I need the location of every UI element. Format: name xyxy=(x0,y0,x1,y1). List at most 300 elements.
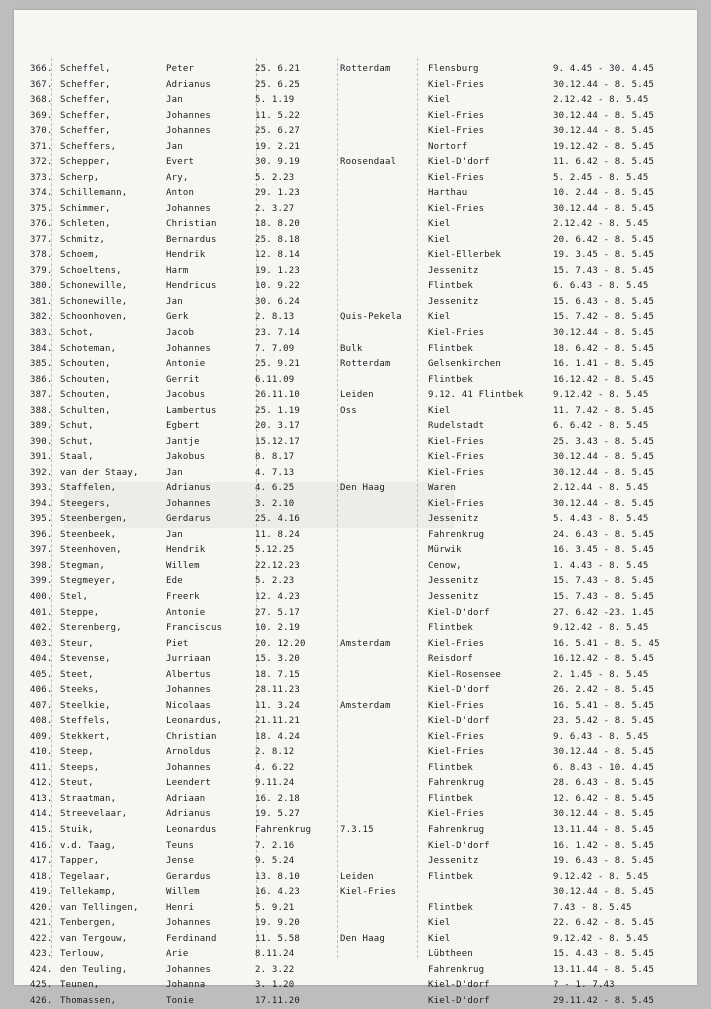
birth-date-cell: 5. 2.23 xyxy=(255,172,295,183)
period-cell: 22. 6.42 - 8. 5.45 xyxy=(553,918,655,929)
given-name-cell: Jan xyxy=(166,141,183,152)
surname-cell: Tapper, xyxy=(60,856,100,867)
period-cell: 16.12.42 - 8. 5.45 xyxy=(553,374,655,385)
surname-cell: Schimmer, xyxy=(60,203,111,214)
hometown-cell: Den Haag xyxy=(340,933,385,944)
row-number: 379. xyxy=(30,265,53,276)
given-name-cell: Gerardus xyxy=(166,871,211,882)
period-cell: 19. 3.45 - 8. 5.45 xyxy=(553,250,655,261)
table-row xyxy=(14,357,697,372)
surname-cell: Straatman, xyxy=(60,793,117,804)
birth-date-cell: 19. 2.21 xyxy=(255,141,300,152)
row-number: 420. xyxy=(30,902,53,913)
given-name-cell: Hendrik xyxy=(166,250,206,261)
surname-cell: Scheffel, xyxy=(60,64,111,74)
surname-cell: Schulten, xyxy=(60,405,111,416)
row-number: 366. xyxy=(30,64,53,74)
row-number: 418. xyxy=(30,871,53,882)
surname-cell: Schonewille, xyxy=(60,296,128,307)
table-row xyxy=(14,217,697,232)
surname-cell: Steur, xyxy=(60,638,94,649)
period-cell: 11. 6.42 - 8. 5.45 xyxy=(553,157,655,168)
row-number: 417. xyxy=(30,856,53,867)
camp-cell: Kiel-D'dorf xyxy=(428,685,490,696)
table-row xyxy=(14,559,697,574)
row-number: 383. xyxy=(30,328,53,338)
given-name-cell: Hendrik xyxy=(166,545,206,556)
surname-cell: Schleten, xyxy=(60,219,111,230)
period-cell: 15. 7.43 - 8. 5.45 xyxy=(553,576,655,587)
row-number: 411. xyxy=(30,762,53,773)
period-cell: 19.12.42 - 8. 5.45 xyxy=(553,141,655,152)
table-row xyxy=(14,776,697,791)
camp-cell: Kiel xyxy=(428,219,451,230)
camp-cell: Flintbek xyxy=(428,793,473,804)
surname-cell: Scheffer, xyxy=(60,110,111,121)
birth-date-cell: 30. 9.19 xyxy=(255,157,300,168)
surname-cell: Schoem, xyxy=(60,250,100,261)
surname-cell: Schut, xyxy=(60,421,94,432)
surname-cell: Sterenberg, xyxy=(60,623,122,634)
row-number: 421. xyxy=(30,918,53,929)
given-name-cell: Adrianus xyxy=(166,79,211,90)
row-number: 375. xyxy=(30,203,53,214)
camp-cell: Kiel-Fries xyxy=(428,467,485,478)
given-name-cell: Gerdarus xyxy=(166,514,211,525)
table-row xyxy=(14,295,697,310)
table-row xyxy=(14,373,697,388)
row-number: 368. xyxy=(30,95,53,106)
camp-cell: Fahrenkrug xyxy=(428,778,485,789)
surname-cell: Streevelaar, xyxy=(60,809,128,820)
birth-date-cell: 25. 1.19 xyxy=(255,405,300,416)
table-row xyxy=(14,342,697,357)
given-name-cell: Jan xyxy=(166,296,183,307)
row-number: 413. xyxy=(30,793,53,804)
camp-cell: Rudelstadt xyxy=(428,421,485,432)
birth-date-cell: 5. 1.19 xyxy=(255,95,295,106)
camp-cell: Kiel-Fries xyxy=(428,498,485,509)
row-number: 409. xyxy=(30,731,53,742)
row-number: 410. xyxy=(30,747,53,758)
given-name-cell: Gerk xyxy=(166,312,189,323)
birth-date-cell: 27. 5.17 xyxy=(255,607,300,618)
period-cell: 28. 6.43 - 8. 5.45 xyxy=(553,778,655,789)
camp-cell: Jessenitz xyxy=(428,856,479,867)
row-number: 390. xyxy=(30,436,53,447)
birth-date-cell: 19. 9.20 xyxy=(255,918,300,929)
birth-date-cell: 22.12.23 xyxy=(255,560,300,571)
table-row xyxy=(14,109,697,124)
table-row xyxy=(14,683,697,698)
surname-cell: Schouten, xyxy=(60,359,111,370)
row-number: 396. xyxy=(30,529,53,540)
camp-cell: 9.12. 41 Flintbek xyxy=(428,390,524,401)
birth-date-cell: 4. 7.13 xyxy=(255,467,295,478)
surname-cell: Steelkie, xyxy=(60,700,111,711)
table-row xyxy=(14,202,697,217)
birth-date-cell: 5. 2.23 xyxy=(255,576,295,587)
camp-cell: Kiel-D'dorf xyxy=(428,980,490,991)
given-name-cell: Johannes xyxy=(166,203,211,214)
birth-date-cell: 28.11.23 xyxy=(255,685,300,696)
table-row xyxy=(14,807,697,822)
period-cell: 2. 1.45 - 8. 5.45 xyxy=(553,669,649,680)
birth-date-cell: 26.11.10 xyxy=(255,390,300,401)
period-cell: ? - 1. 7.43 xyxy=(553,980,615,991)
camp-cell: Flintbek xyxy=(428,343,473,354)
birth-date-cell: 2. 8.13 xyxy=(255,312,295,323)
surname-cell: Steppe, xyxy=(60,607,100,618)
birth-date-cell: 25. 8.18 xyxy=(255,234,300,245)
camp-cell: Gelsenkirchen xyxy=(428,359,502,370)
row-number: 399. xyxy=(30,576,53,587)
table-row xyxy=(14,714,697,729)
camp-cell: Kiel-Fries xyxy=(428,79,485,90)
birth-date-cell: 25. 4.16 xyxy=(255,514,300,525)
camp-cell: Kiel-D'dorf xyxy=(428,607,490,618)
period-cell: 10. 2.44 - 8. 5.45 xyxy=(553,188,655,199)
given-name-cell: Antonie xyxy=(166,607,206,618)
table-row xyxy=(14,606,697,621)
given-name-cell: Adrianus xyxy=(166,809,211,820)
camp-cell: Kiel-Fries xyxy=(428,452,485,463)
period-cell: 30.12.44 - 8. 5.45 xyxy=(553,452,655,463)
given-name-cell: Johannes xyxy=(166,498,211,509)
period-cell: 16. 5.41 - 8. 5.45 xyxy=(553,700,655,711)
given-name-cell: Nicolaas xyxy=(166,700,211,711)
birth-date-cell: 2. 3.22 xyxy=(255,964,295,975)
given-name-cell: Jan xyxy=(166,529,183,540)
row-number: 392. xyxy=(30,467,53,478)
surname-cell: Stel, xyxy=(60,592,89,603)
birth-date-cell: 21.11.21 xyxy=(255,716,300,727)
table-row xyxy=(14,388,697,403)
row-number: 419. xyxy=(30,887,53,898)
given-name-cell: Tonie xyxy=(166,995,195,1006)
birth-date-cell: 25. 9.21 xyxy=(255,359,300,370)
row-number: 405. xyxy=(30,669,53,680)
row-number: 401. xyxy=(30,607,53,618)
row-number: 398. xyxy=(30,560,53,571)
given-name-cell: Gerrit xyxy=(166,374,200,385)
given-name-cell: Harm xyxy=(166,265,189,276)
surname-cell: Terlouw, xyxy=(60,949,105,960)
surname-cell: Stegmeyer, xyxy=(60,576,117,587)
hometown-cell: Roosendaal xyxy=(340,157,397,168)
surname-cell: Schoeltens, xyxy=(60,265,122,276)
row-number: 384. xyxy=(30,343,53,354)
camp-cell: Kiel xyxy=(428,405,451,416)
period-cell: 15. 4.43 - 8. 5.45 xyxy=(553,949,655,960)
camp-cell: Kiel-Fries xyxy=(428,328,485,338)
surname-cell: Steenhoven, xyxy=(60,545,122,556)
surname-cell: Scheffer, xyxy=(60,95,111,106)
camp-cell: Kiel-Fries xyxy=(428,172,485,183)
camp-cell: Fahrenkrug xyxy=(428,529,485,540)
period-cell: 30.12.44 - 8. 5.45 xyxy=(553,328,655,338)
given-name-cell: Henri xyxy=(166,902,195,913)
period-cell: 30.12.44 - 8. 5.45 xyxy=(553,887,655,898)
hometown-cell: Rotterdam xyxy=(340,359,391,370)
surname-cell: van Tellingen, xyxy=(60,902,139,913)
row-number: 394. xyxy=(30,498,53,509)
surname-cell: Stegman, xyxy=(60,560,105,571)
birth-date-cell: 15.12.17 xyxy=(255,436,300,447)
given-name-cell: Bernardus xyxy=(166,234,217,245)
period-cell: 5. 4.43 - 8. 5.45 xyxy=(553,514,649,525)
period-cell: 7.43 - 8. 5.45 xyxy=(553,902,632,913)
period-cell: 2.12.42 - 8. 5.45 xyxy=(553,95,649,106)
table-row xyxy=(14,528,697,543)
row-number: 370. xyxy=(30,126,53,137)
camp-cell: Flintbek xyxy=(428,281,473,292)
table-row xyxy=(14,62,697,77)
birth-date-cell: 18. 8.20 xyxy=(255,219,300,230)
birth-date-cell: 15. 3.20 xyxy=(255,654,300,665)
camp-cell: Fahrenkrug xyxy=(428,824,485,835)
row-number: 378. xyxy=(30,250,53,261)
camp-cell: Fahrenkrug xyxy=(428,964,485,975)
table-row xyxy=(14,854,697,869)
given-name-cell: Ary, xyxy=(166,172,189,183)
surname-cell: Steenbergen, xyxy=(60,514,128,525)
table-row xyxy=(14,574,697,589)
surname-cell: Steeks, xyxy=(60,685,100,696)
given-name-cell: Piet xyxy=(166,638,189,649)
row-number: 424. xyxy=(30,964,53,975)
camp-cell: Cenow, xyxy=(428,560,462,571)
birth-date-cell: 11. 5.58 xyxy=(255,933,300,944)
table-row xyxy=(14,901,697,916)
row-number: 414. xyxy=(30,809,53,820)
given-name-cell: Jense xyxy=(166,856,195,867)
row-number: 404. xyxy=(30,654,53,665)
camp-cell: Kiel xyxy=(428,234,451,245)
birth-date-cell: 7. 2.16 xyxy=(255,840,295,851)
birth-date-cell: 18. 4.24 xyxy=(255,731,300,742)
surname-cell: Steeps, xyxy=(60,762,100,773)
birth-date-cell: 2. 8.12 xyxy=(255,747,295,758)
surname-cell: Steep, xyxy=(60,747,94,758)
birth-date-cell: 25. 6.25 xyxy=(255,79,300,90)
camp-cell: Kiel-Rosensee xyxy=(428,669,502,680)
period-cell: 16. 3.45 - 8. 5.45 xyxy=(553,545,655,556)
birth-date-cell: 10. 9.22 xyxy=(255,281,300,292)
camp-cell: Kiel-Fries xyxy=(428,700,485,711)
period-cell: 6. 6.42 - 8. 5.45 xyxy=(553,421,649,432)
row-number: 391. xyxy=(30,452,53,463)
hometown-cell: Bulk xyxy=(340,343,363,354)
birth-date-cell: 11. 3.24 xyxy=(255,700,300,711)
birth-date-cell: 12. 8.14 xyxy=(255,250,300,261)
period-cell: 16. 5.41 - 8. 5. 45 xyxy=(553,638,660,649)
period-cell: 6. 6.43 - 8. 5.45 xyxy=(553,281,649,292)
row-number: 374. xyxy=(30,188,53,199)
table-row xyxy=(14,310,697,325)
table-row xyxy=(14,78,697,93)
table-row xyxy=(14,668,697,683)
row-number: 385. xyxy=(30,359,53,370)
given-name-cell: Jacob xyxy=(166,328,195,338)
given-name-cell: Johannes xyxy=(166,126,211,137)
surname-cell: Steffels, xyxy=(60,716,111,727)
table-row xyxy=(14,140,697,155)
given-name-cell: Antonie xyxy=(166,359,206,370)
table-row xyxy=(14,792,697,807)
camp-cell: Kiel-D'dorf xyxy=(428,995,490,1006)
period-cell: 30.12.44 - 8. 5.45 xyxy=(553,203,655,214)
camp-cell: Jessenitz xyxy=(428,576,479,587)
camp-cell: Kiel-Fries xyxy=(428,747,485,758)
document-page xyxy=(14,10,697,1006)
camp-cell: Kiel-Fries xyxy=(428,731,485,742)
surname-cell: Schut, xyxy=(60,436,94,447)
period-cell: 30.12.44 - 8. 5.45 xyxy=(553,110,655,121)
row-number: 402. xyxy=(30,623,53,634)
row-number: 406. xyxy=(30,685,53,696)
row-number: 416. xyxy=(30,840,53,851)
given-name-cell: Jacobus xyxy=(166,390,206,401)
camp-cell: Jessenitz xyxy=(428,514,479,525)
period-cell: 15. 7.42 - 8. 5.45 xyxy=(553,312,655,323)
surname-cell: Stekkert, xyxy=(60,731,111,742)
table-row xyxy=(14,248,697,263)
row-number: 387. xyxy=(30,390,53,401)
row-number: 407. xyxy=(30,700,53,711)
table-row xyxy=(14,326,697,341)
given-name-cell: Arnoldus xyxy=(166,747,211,758)
table-row xyxy=(14,730,697,745)
camp-cell: Kiel-Fries xyxy=(428,203,485,214)
birth-date-cell: 25. 6.21 xyxy=(255,64,300,74)
surname-cell: Scheffer, xyxy=(60,79,111,90)
camp-cell: Lübtheen xyxy=(428,949,473,960)
surname-cell: Thomassen, xyxy=(60,995,117,1006)
row-number: 389. xyxy=(30,421,53,432)
given-name-cell: Adrianus xyxy=(166,483,211,494)
period-cell: 6. 8.43 - 10. 4.45 xyxy=(553,762,655,773)
given-name-cell: Jan xyxy=(166,467,183,478)
given-name-cell: Teuns xyxy=(166,840,195,851)
given-name-cell: Christian xyxy=(166,731,217,742)
surname-cell: Stuik, xyxy=(60,824,94,835)
row-number: 373. xyxy=(30,172,53,183)
given-name-cell: Willem xyxy=(166,887,200,898)
row-number: 412. xyxy=(30,778,53,789)
surname-cell: Schot, xyxy=(60,328,94,338)
birth-date-cell: 10. 2.19 xyxy=(255,623,300,634)
period-cell: 9.12.42 - 8. 5.45 xyxy=(553,871,649,882)
hometown-cell: Den Haag xyxy=(340,483,385,494)
row-number: 425. xyxy=(30,980,53,991)
surname-cell: Staal, xyxy=(60,452,94,463)
surname-cell: Staffelen, xyxy=(60,483,117,494)
birth-date-cell: 13. 8.10 xyxy=(255,871,300,882)
birth-date-cell: 20. 12.20 xyxy=(255,638,306,649)
period-cell: 9.12.42 - 8. 5.45 xyxy=(553,623,649,634)
hometown-cell: Amsterdam xyxy=(340,700,391,711)
camp-cell: Kiel xyxy=(428,312,451,323)
surname-cell: Scheffers, xyxy=(60,141,117,152)
surname-cell: Tenbergen, xyxy=(60,918,117,929)
camp-cell: Kiel xyxy=(428,918,451,929)
camp-cell: Kiel-D'dorf xyxy=(428,716,490,727)
row-number: 397. xyxy=(30,545,53,556)
birth-date-cell: 2. 3.27 xyxy=(255,203,295,214)
row-number: 372. xyxy=(30,157,53,168)
camp-cell: Mürwik xyxy=(428,545,462,556)
period-cell: 30.12.44 - 8. 5.45 xyxy=(553,79,655,90)
camp-cell: Kiel-Fries xyxy=(428,110,485,121)
period-cell: 23. 5.42 - 8. 5.45 xyxy=(553,716,655,727)
birth-date-cell: 3. 1.20 xyxy=(255,980,295,991)
given-name-cell: Johannes xyxy=(166,343,211,354)
birth-date-cell: 3. 2.10 xyxy=(255,498,295,509)
table-row xyxy=(14,885,697,900)
period-cell: 20. 6.42 - 8. 5.45 xyxy=(553,234,655,245)
hometown-cell: Kiel-Fries xyxy=(340,887,397,898)
period-cell: 30.12.44 - 8. 5.45 xyxy=(553,126,655,137)
table-row xyxy=(14,233,697,248)
birth-date-cell: 7. 7.09 xyxy=(255,343,295,354)
table-row xyxy=(14,450,697,465)
row-number: 382. xyxy=(30,312,53,323)
surname-cell: Scherp, xyxy=(60,172,100,183)
table-row xyxy=(14,637,697,652)
birth-date-cell: 8. 8.17 xyxy=(255,452,295,463)
period-cell: 30.12.44 - 8. 5.45 xyxy=(553,747,655,758)
birth-date-cell: 30. 6.24 xyxy=(255,296,300,307)
camp-cell: Kiel-D'dorf xyxy=(428,840,490,851)
given-name-cell: Egbert xyxy=(166,421,200,432)
period-cell: 16. 1.42 - 8. 5.45 xyxy=(553,840,655,851)
birth-date-cell: 11. 8.24 xyxy=(255,529,300,540)
table-row xyxy=(14,978,697,993)
camp-cell: Flintbek xyxy=(428,902,473,913)
table-row xyxy=(14,699,697,714)
table-row xyxy=(14,543,697,558)
given-name-cell: Johannes xyxy=(166,918,211,929)
camp-cell: Jessenitz xyxy=(428,265,479,276)
surname-cell: Tegelaar, xyxy=(60,871,111,882)
hometown-cell: Leiden xyxy=(340,871,374,882)
table-row xyxy=(14,155,697,170)
table-row xyxy=(14,497,697,512)
given-name-cell: Christian xyxy=(166,219,217,230)
surname-cell: van Tergouw, xyxy=(60,933,128,944)
given-name-cell: Albertus xyxy=(166,669,211,680)
row-number: 393. xyxy=(30,483,53,494)
birth-date-cell: 6.11.09 xyxy=(255,374,295,385)
period-cell: 9.12.42 - 8. 5.45 xyxy=(553,933,649,944)
period-cell: 12. 6.42 - 8. 5.45 xyxy=(553,793,655,804)
surname-cell: Schepper, xyxy=(60,157,111,168)
surname-cell: v.d. Taag, xyxy=(60,840,117,851)
row-number: 369. xyxy=(30,110,53,121)
birth-date-cell: 12. 4.23 xyxy=(255,592,300,603)
row-number: 381. xyxy=(30,296,53,307)
birth-date-cell: 23. 7.14 xyxy=(255,328,300,338)
row-number: 388. xyxy=(30,405,53,416)
period-cell: 2.12.44 - 8. 5.45 xyxy=(553,483,649,494)
table-row xyxy=(14,186,697,201)
given-name-cell: Jakobus xyxy=(166,452,206,463)
table-row xyxy=(14,870,697,885)
row-number: 376. xyxy=(30,219,53,230)
camp-cell: Kiel-Fries xyxy=(428,638,485,649)
given-name-cell: Peter xyxy=(166,64,195,74)
